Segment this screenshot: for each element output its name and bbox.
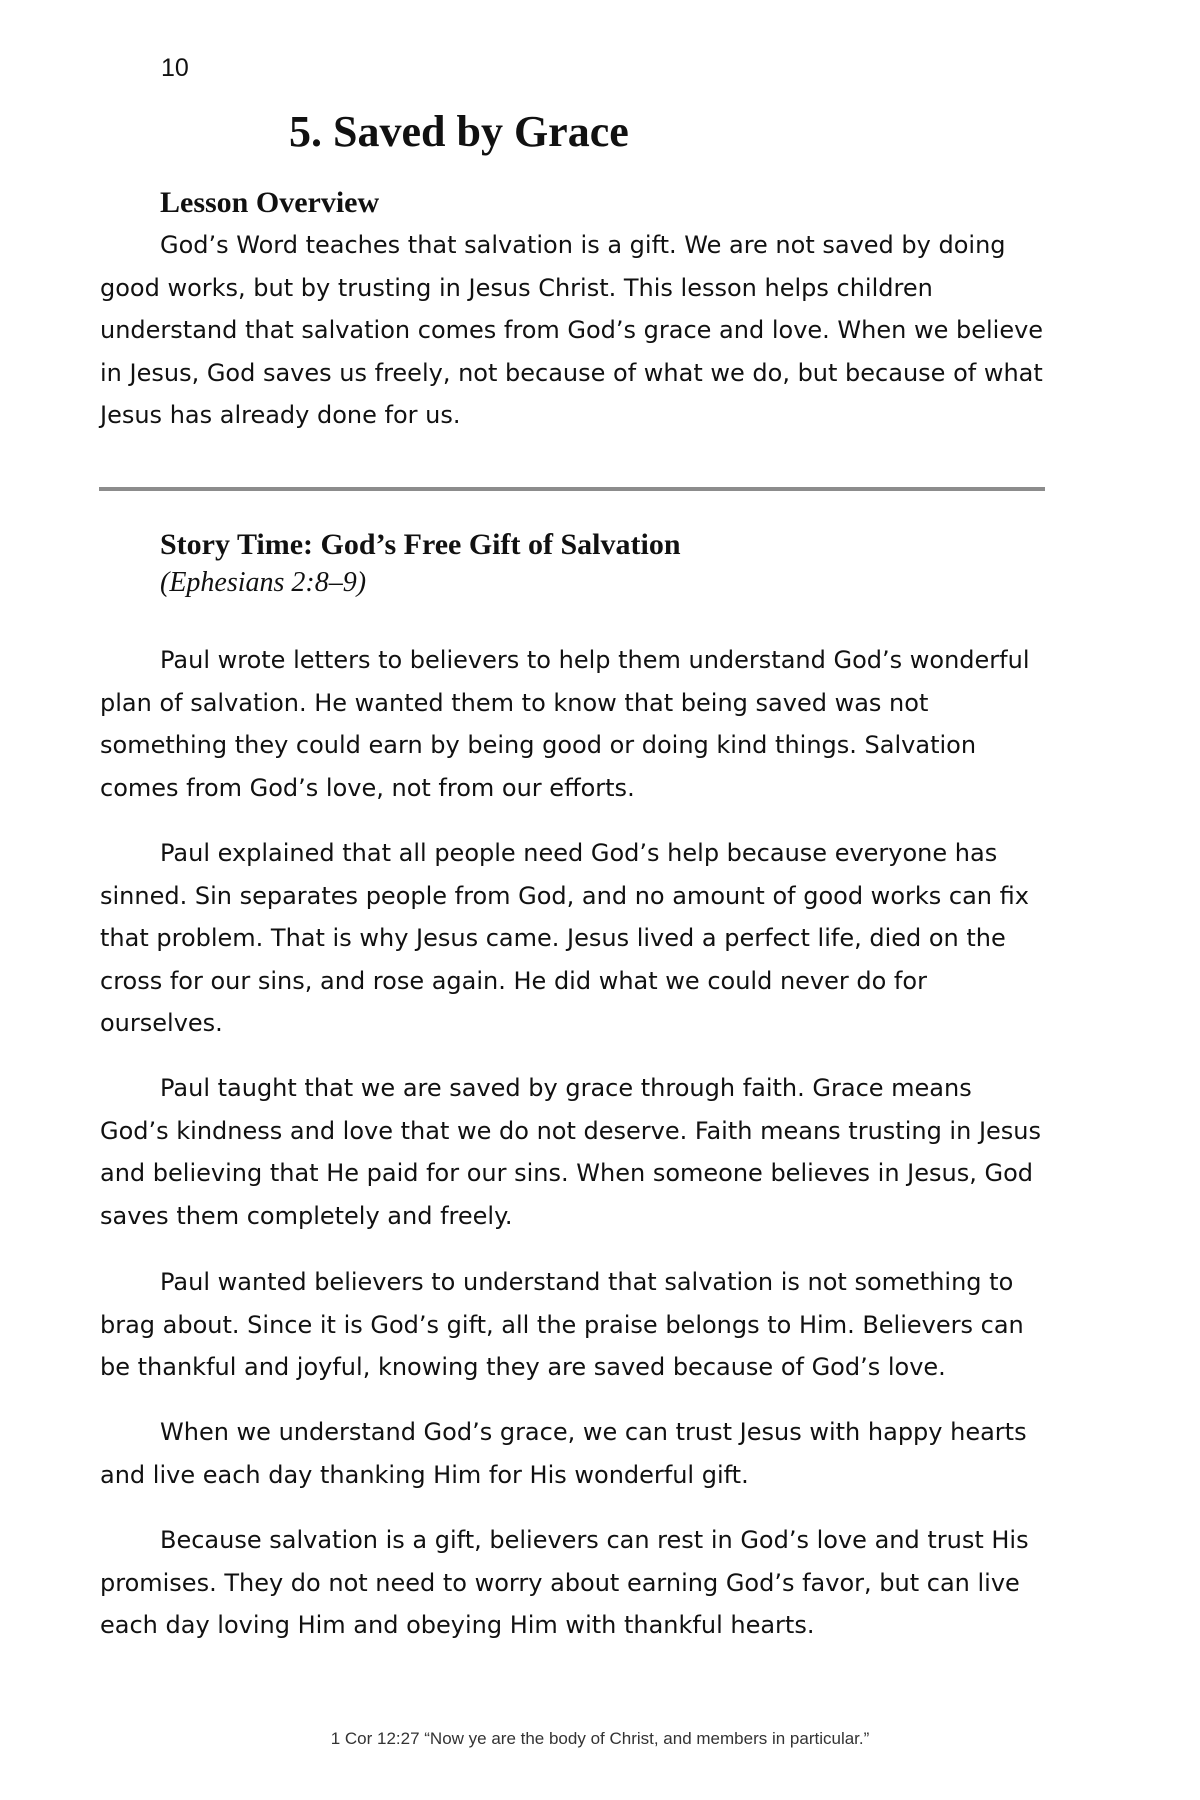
story-heading: Story Time: God’s Free Gift of Salvation bbox=[160, 528, 681, 561]
story-paragraph: Because salvation is a gift, believers can rest in God’s love and trust His promises. They do not need to worry about earning God’s favor, but can live each day loving Him and obeying Him with thankful hearts. bbox=[100, 1526, 1029, 1639]
story-paragraph: Paul taught that we are saved by grace through faith. Grace means God’s kindness and love that we do not deserve. Faith means trusting in Jesus and believing that He paid for our sins. When someone believes in Jesus, God saves them completely and freely. bbox=[100, 1074, 1042, 1230]
lesson-overview-heading: Lesson Overview bbox=[160, 186, 380, 219]
section-divider bbox=[99, 487, 1045, 491]
story-paragraph: Paul wrote letters to believers to help them understand God’s wonderful plan of salvation. He wanted them to know that being saved was not something they could earn by being good or doing kind things. Salvation comes from God’s love, not from our efforts. bbox=[100, 646, 1030, 802]
lesson-overview-text: God’s Word teaches that salvation is a gift. We are not saved by doing good works, but by trusting in Jesus Christ. This lesson helps children understand that salvation comes from God’s grace and love. When we believe in Jesus, God saves us freely, not because of what we do, but because of what Jesus has already done for us. bbox=[100, 231, 1044, 429]
story-paragraph: Paul explained that all people need God’s help because everyone has sinned. Sin separates people from God, and no amount of good works can fix that problem. That is why Jesus came. Jesus lived a perfect life, died on the cross for our sins, and rose again. He did what we could never do for ourselves. bbox=[100, 839, 1029, 1037]
story-paragraph: Paul wanted believers to understand that salvation is not something to brag about. Since it is God’s gift, all the praise belongs to Him. Believers can be thankful and joyful, knowing they are saved because of God’s love. bbox=[100, 1268, 1024, 1381]
footer-quote: 1 Cor 12:27 “Now ye are the body of Christ, and members in particular.” bbox=[330, 1729, 870, 1748]
scripture-reference: (Ephesians 2:8–9) bbox=[160, 567, 367, 598]
page-number: 10 bbox=[161, 54, 189, 82]
story-paragraph: When we understand God’s grace, we can trust Jesus with happy hearts and live each day thanking Him for His wonderful gift. bbox=[100, 1418, 1027, 1489]
chapter-title: 5. Saved by Grace bbox=[289, 107, 629, 156]
